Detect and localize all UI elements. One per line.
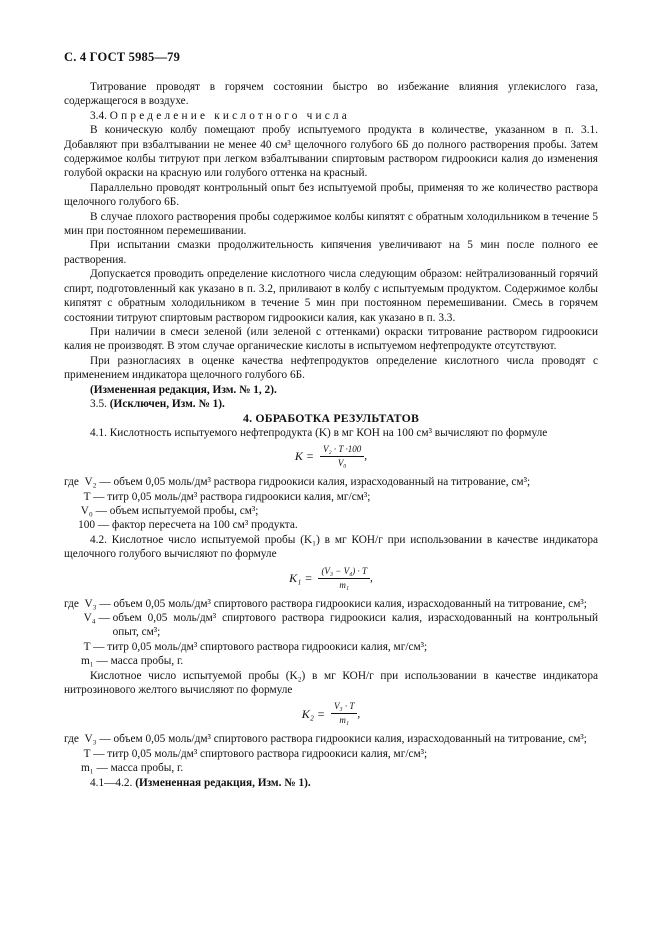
paragraph-4-1: 4.1. Кислотность испытуемого нефтепродукта (K) в мг КОН на 100 см³ вычисляют по формуле <box>90 426 548 439</box>
paragraph-4-2: 4.2. Кислотное число испытуемой пробы (K₁) в мг КОН/г при использовании в качестве индикатора щелочного голубого вычисляют по формуле <box>64 533 598 561</box>
denominator: m₁ <box>339 579 350 590</box>
formula-fraction <box>331 701 357 726</box>
definition-row <box>64 490 598 504</box>
paragraph: В случае плохого растворения пробы содержимое колбы кипятят с обратным холодильником в течение 5 мин при постоянном перемешивании. <box>64 210 598 238</box>
definition-row <box>64 611 598 640</box>
definition-text: объем 0,05 моль/дм³ спиртового раствора гидроокиси калия, израсходованный на титрование, см³; <box>113 597 587 610</box>
section-text: (Исключен, Изм. № 1). <box>109 397 225 410</box>
formula-fraction <box>320 444 364 469</box>
definition-text: титр 0,05 моль/дм³ раствора гидроокиси калия, мг/см³; <box>107 490 371 503</box>
definition-symbol: где V₂ — <box>64 476 114 489</box>
edition-label: 4.1—4.2. <box>90 776 133 789</box>
definition-row <box>64 732 598 746</box>
definition-symbol: где V₃ — <box>64 733 114 746</box>
definition-row <box>64 761 598 775</box>
section-4-heading: 4. ОБРАБОТКА РЕЗУЛЬТАТОВ <box>242 411 420 426</box>
formula-lhs: K = <box>294 449 315 464</box>
definition-row <box>64 504 598 518</box>
formula-lhs: K₁ = <box>289 570 313 585</box>
formula-fraction <box>318 566 370 591</box>
paragraph-4-2b: Кислотное число испытуемой пробы (K₂) в мг КОН/г при использовании в качестве индикатора нитрозинового желтого вычисляют по формуле <box>64 669 598 697</box>
formula-end: , <box>370 571 373 584</box>
section-number: 3.5. <box>90 397 107 410</box>
definition-symbol: где V₃ — <box>64 597 114 610</box>
definition-text: масса пробы, г. <box>110 762 184 775</box>
section-title: Определение кислотного числа <box>109 109 350 122</box>
formula-end: , <box>357 707 361 720</box>
definition-text: титр 0,05 моль/дм³ спиртового раствора гидроокиси калия, мг/см³; <box>107 640 428 653</box>
section-number: 3.4. <box>90 109 107 122</box>
definition-symbol: T — <box>64 490 108 503</box>
paragraph: При разногласиях в оценке качества нефтепродуктов определение кислотного числа проводят с применением индикатора щелочного голубого 6Б. <box>64 354 598 382</box>
definition-row <box>64 597 598 611</box>
formula-k <box>64 444 598 469</box>
denominator: V₀ <box>337 458 347 469</box>
numerator: V₃ · T <box>331 701 357 714</box>
definition-row <box>64 475 598 489</box>
definition-text: масса пробы, г. <box>110 655 184 668</box>
formula-k2 <box>64 701 598 726</box>
definition-text: объем испытуемой пробы, см³; <box>109 504 259 517</box>
definition-text: объем 0,05 моль/дм³ спиртового раствора гидроокиси калия, израсходованный на контрольный опыт, см³; <box>112 612 598 639</box>
numerator: (V₃ − V₄) · T <box>318 566 370 579</box>
definition-row <box>64 747 598 761</box>
definition-symbol: V₀ — <box>64 504 110 517</box>
document-body <box>64 80 598 790</box>
definition-symbol: T — <box>64 640 108 653</box>
definition-symbol: V₄ — <box>64 612 113 624</box>
formula-k1 <box>64 566 598 591</box>
formula-end: , <box>364 450 368 463</box>
definition-row <box>64 518 598 532</box>
definitions-list <box>64 597 598 669</box>
page-header: С. 4 ГОСТ 5985—79 <box>64 50 181 64</box>
intro-paragraph: Титрование проводят в горячем состоянии быстро во избежание влияния углекислого газа, содержащегося в воздухе. <box>64 81 598 108</box>
definition-symbol: T — <box>64 747 108 760</box>
definition-symbol: m₁ — <box>64 762 111 775</box>
paragraph: Допускается проводить определение кислотного числа следующим образом: нейтрализованный горячий спирт, подготовленный как указано в п. 3.2, приливают в колбу с испытуемым продуктом. Содержимое колбы кипятят с обратным холодильником в течение 5 мин при постоянном перемешивании. Смесь в горячем состоянии титруют спиртовым раствором гидроокиси калия, как указано в п. 3.3. <box>64 268 598 324</box>
definitions-list <box>64 732 598 775</box>
edition-note-4 <box>64 776 598 790</box>
numerator: V₂ · T ·100 <box>320 444 364 457</box>
definition-symbol: 100 — <box>64 519 113 532</box>
paragraph: При испытании смазки продолжительность кипячения увеличивают на 5 мин после полного ее растворения. <box>64 239 598 266</box>
definition-text: фактор пересчета на 100 см³ продукта. <box>112 519 298 532</box>
section-3-5 <box>64 397 598 411</box>
formula-lhs: K₂ = <box>301 706 326 721</box>
paragraph: Параллельно проводят контрольный опыт без испытуемой пробы, применяя то же количество раствора щелочного голубого 6Б. <box>64 181 598 209</box>
edition-text: (Измененная редакция, Изм. № 1). <box>135 776 311 789</box>
definition-symbol: m₁ — <box>64 655 111 668</box>
definition-text: титр 0,05 моль/дм³ спиртового раствора гидроокиси калия, мг/см³; <box>107 747 428 760</box>
definition-row <box>64 654 598 668</box>
edition-note: (Измененная редакция, Изм. № 1, 2). <box>90 383 277 396</box>
paragraph: В коническую колбу помещают пробу испытуемого продукта в количестве, указанном в п. 3.1. Добавляют при взбалтывании не менее 40 см³ щелочного голубого 6Б до полного растворения пробы. Затем содержимое колбы титруют при легком взбалтывании спиртовым раствором гидроокиси калия до изменения голубой окраски на красную или голубого оттенка на красный. <box>64 124 598 180</box>
section-3-4-heading <box>64 109 598 123</box>
definition-text: объем 0,05 моль/дм³ раствора гидроокиси калия, израсходованный на титрование, см³; <box>113 476 531 489</box>
denominator: m₁ <box>339 715 350 726</box>
definition-row <box>64 640 598 654</box>
paragraph: При наличии в смеси зеленой (или зеленой с оттенками) окраски титрование раствором гидроокиси калия не производят. В этом случае органические кислоты в испытуемом нефтепродукте отсутствуют. <box>64 325 598 353</box>
definitions-list <box>64 475 598 533</box>
definition-text: объем 0,05 моль/дм³ спиртового раствора гидроокиси калия, израсходованный на титрование, см³; <box>113 733 587 746</box>
